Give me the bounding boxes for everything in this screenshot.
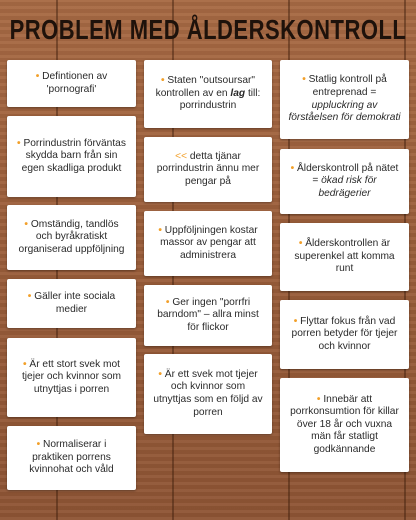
problem-card-cost (144, 211, 272, 276)
bullet-icon: • (302, 74, 306, 86)
bullet-icon: • (35, 70, 40, 82)
problem-card-industry-protect (7, 116, 136, 197)
problem-card-betrayal-consequence (144, 354, 272, 434)
bullet-icon: • (36, 439, 41, 451)
bullet-icon: • (165, 296, 170, 308)
card-text: detta tjänar porrindustrin ännu mer pengar på (156, 150, 260, 187)
problem-card-definition (7, 60, 136, 107)
card-text: Defintionen av 'pornografi' (42, 70, 108, 95)
bullet-icon: • (316, 393, 321, 405)
card-text: Ger ingen "porrfri barndom" – allra minst för flickor (157, 296, 259, 333)
bullet-icon: • (22, 358, 27, 370)
card-text: Uppföljningen kostar massor av pengar att administrera (160, 224, 258, 261)
card-text: Porrindustrin förväntas skydda barn från sin egen skadliga produkt (21, 137, 126, 174)
bullet-icon: • (290, 162, 295, 174)
bullet-icon: • (17, 137, 21, 149)
card-text: Normaliserar i praktiken porrens kvinnohat och våld (29, 439, 114, 476)
card-text: Är ett stort svek mot tjejer och kvinnor som utnyttjas i porren (21, 358, 122, 395)
bullet-icon: • (158, 224, 162, 236)
card-text: Flyttar fokus från vad porren betyder för tjejer och kvinnor (291, 315, 398, 352)
problem-card-shifts-focus (280, 300, 409, 369)
page-title: PROBLEM MED ÅLDERSKONTROLL (9, 14, 407, 46)
card-text-emphasis: lag (230, 87, 246, 99)
card-text: Omständig, tandlös och byråkratiskt organiserad uppföljning (18, 218, 125, 255)
card-text: Staten "outsoursar" kontrollen av en (155, 75, 256, 99)
card-text: till: porrindustrin (179, 87, 261, 112)
bullet-icon: • (160, 75, 165, 87)
card-text: Innebär att porrkonsumtion för killar över 18 år och vuxna män får statligt godkännande (290, 393, 399, 455)
bullet-icon: • (27, 290, 32, 302)
problem-card-no-porn-free-childhood (144, 285, 272, 346)
problem-card-fraud-risk (280, 149, 409, 214)
problem-card-state-approval (280, 378, 409, 472)
card-text-emphasis: ökad risk för bedrägerier (318, 175, 377, 199)
card-text: Ålderskontrollen är superenkel att komma runt (294, 238, 395, 275)
problem-card-followup (7, 205, 136, 270)
card-text: Ålderskontroll på nätet = (297, 162, 399, 187)
card-text: Är ett svek mot tjejer och kvinnor som utnyttjas som en följd av porren (153, 368, 263, 418)
card-text: Statlig kontroll på entreprenad = (308, 74, 387, 98)
card-text: Gäller inte sociala medier (34, 290, 116, 315)
problem-card-easy-bypass (280, 223, 409, 291)
bullet-icon: • (293, 315, 298, 327)
problem-card-outsourcing (144, 60, 272, 128)
bullet-icon: • (158, 368, 162, 380)
problem-card-normalizes (7, 426, 136, 490)
double-arrow-left-icon: << (175, 150, 188, 162)
bullet-icon: • (24, 218, 28, 230)
problem-card-betrayal (7, 338, 136, 417)
problem-card-democracy (280, 60, 409, 139)
bullet-icon: • (298, 238, 303, 250)
card-text-emphasis: uppluckring av förståelsen för demokrati (288, 99, 401, 124)
problem-card-profit (144, 137, 272, 202)
problem-card-social-media (7, 279, 136, 328)
